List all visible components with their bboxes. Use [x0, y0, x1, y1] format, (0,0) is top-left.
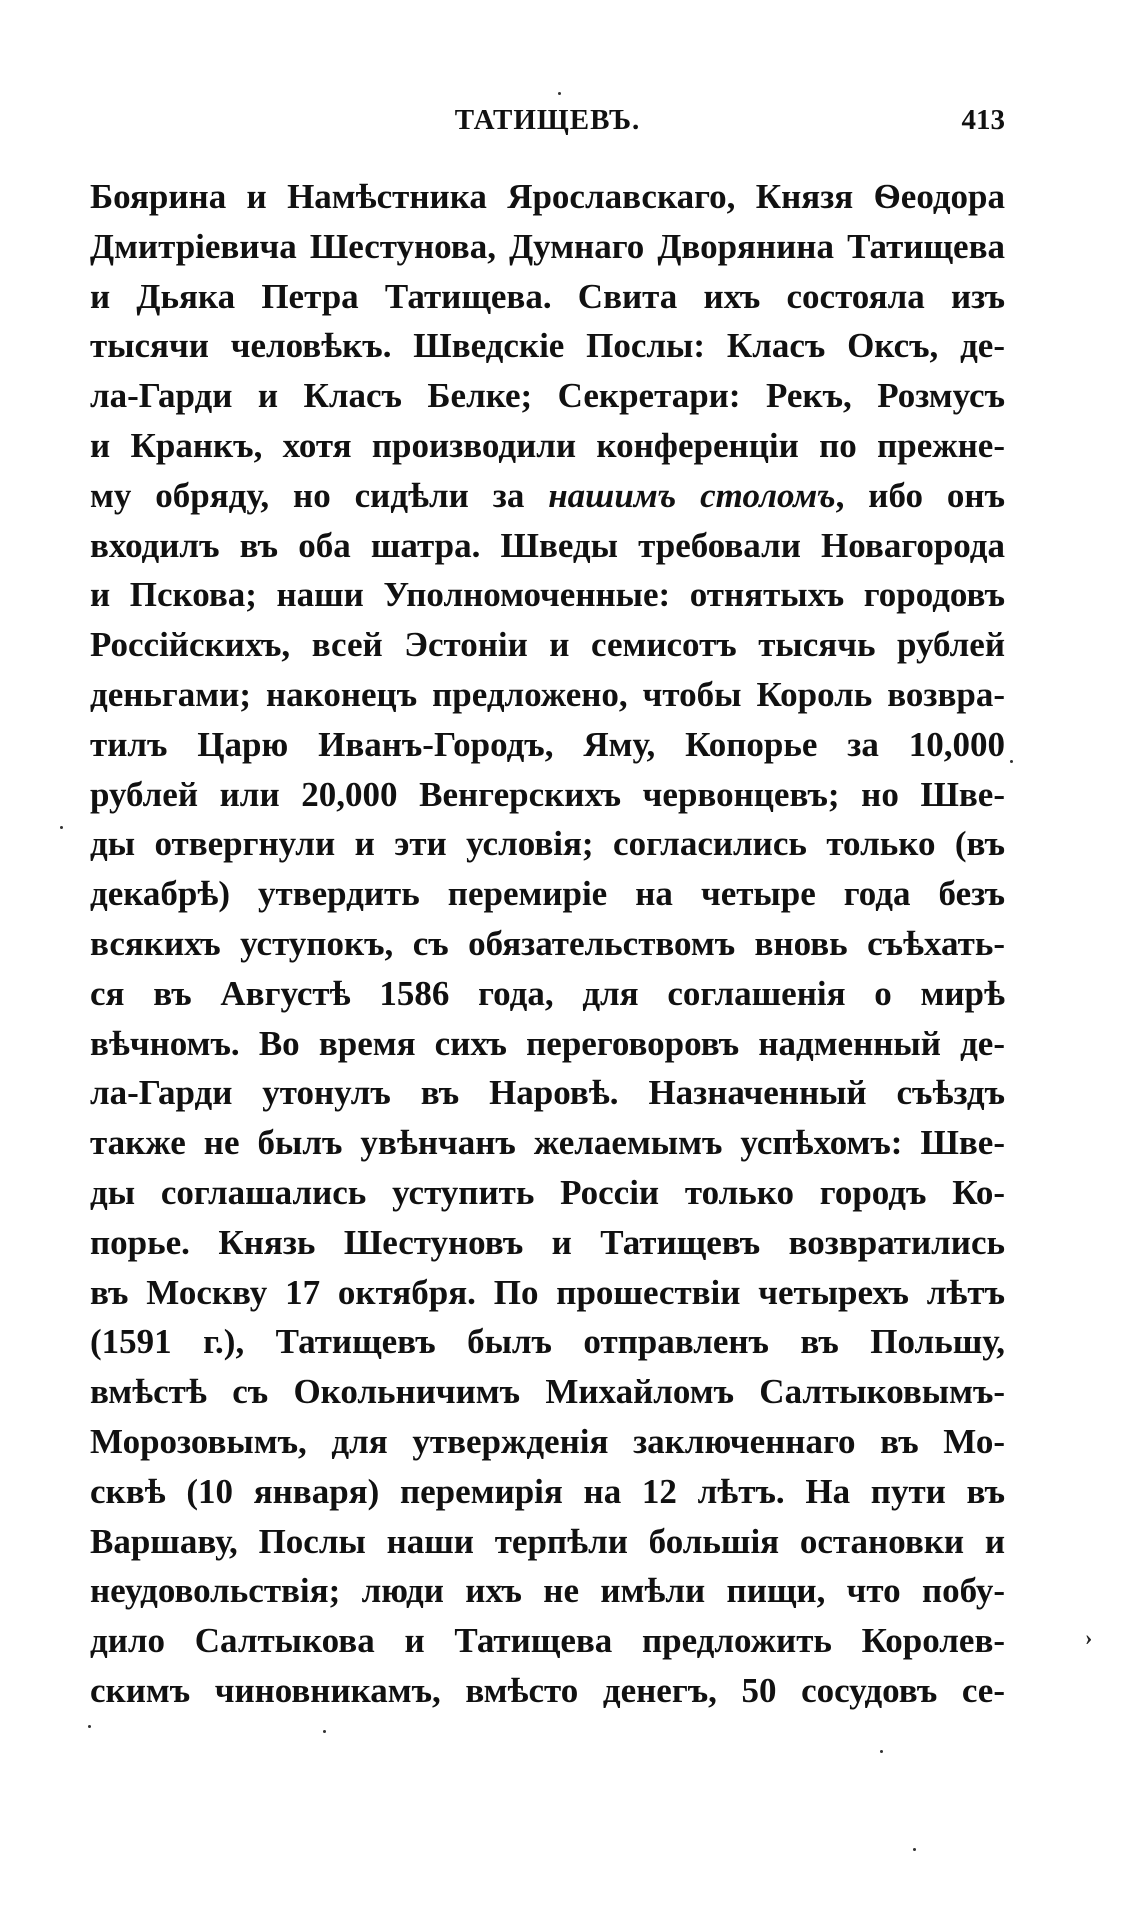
text-line: ла-Гарди и Класъ Белке; Секретари: Рекъ, Розмусъ — [90, 376, 1005, 416]
scan-speck — [1010, 760, 1013, 763]
text-line: и Дьяка Петра Татищева. Свита ихъ состояла изъ — [90, 276, 1005, 316]
page-number: 413 — [961, 104, 1005, 136]
text-line: тилъ Царю Иванъ-Городъ, Яму, Копорье за 10,000 — [90, 724, 1005, 764]
scan-speck — [323, 1730, 326, 1733]
scan-speck — [913, 1848, 916, 1851]
text-line — [90, 471, 1005, 521]
text-line: порье. Князь Шестуновъ и Татищевъ возвратились — [90, 1222, 1005, 1262]
text-line: скимъ чиновникамъ, вмѣсто денегъ, 50 сосудовъ се- — [90, 1670, 1005, 1710]
text-line: Россійскихъ, всей Эстоніи и семисотъ тысячь рублей — [90, 625, 1005, 665]
text-line: Дмитріевича Шестунова, Думнаго Дворянина Татищева — [90, 226, 1005, 266]
text-line: тысячи человѣкъ. Шведскіе Послы: Класъ Оксъ, де- — [90, 326, 1005, 366]
text-segment: , ибо онъ — [835, 475, 1005, 515]
text-line: ды соглашались уступить Россіи только городъ Ко- — [90, 1172, 1005, 1212]
text-line: вѣчномъ. Во время сихъ переговоровъ надменный де- — [90, 1023, 1005, 1063]
running-title: ТАТИЩЕВЪ. — [454, 104, 641, 136]
text-line: въ Москву 17 октября. По прошествіи четырехъ лѣтъ — [90, 1272, 1005, 1312]
page-header — [90, 100, 1005, 140]
scan-speck — [558, 92, 561, 95]
text-line: рублей или 20,000 Венгерскихъ червонцевъ; но Шве- — [90, 774, 1005, 814]
text-line: Боярина и Намѣстника Ярославскаго, Князя Ѳеодора — [90, 177, 1005, 216]
text-line: входилъ въ оба шатра. Шведы требовали Новагорода — [90, 525, 1005, 565]
margin-mark: › — [1085, 1625, 1093, 1650]
scan-speck — [60, 826, 63, 829]
text-line: деньгами; наконецъ предложено, чтобы Король возвра- — [90, 674, 1005, 714]
text-line: ла-Гарди утонулъ въ Наровѣ. Назначенный съѣздъ — [90, 1073, 1005, 1113]
text-line: ды отвергнули и эти условія; согласились только (въ — [90, 824, 1005, 864]
text-segment: му обряду, но сидѣли за — [90, 475, 549, 515]
scan-speck — [88, 1725, 91, 1728]
emphasized-text: нашимъ столомъ — [548, 475, 836, 515]
text-line: неудовольствія; люди ихъ не имѣли пищи, что побу- — [90, 1571, 1005, 1611]
body-text — [90, 172, 1005, 1716]
text-line: декабрѣ) утвердить перемиріе на четыре года безъ — [90, 874, 1005, 914]
text-line: и Кранкъ, хотя производили конференціи по прежне- — [90, 425, 1005, 465]
text-line: (1591 г.), Татищевъ былъ отправленъ въ Польшу, — [90, 1322, 1005, 1362]
text-line: также не былъ увѣнчанъ желаемымъ успѣхомъ: Шве- — [90, 1123, 1005, 1163]
text-line: и Пскова; наши Уполномоченные: отнятыхъ городовъ — [90, 575, 1005, 615]
text-line: сквѣ (10 января) перемирія на 12 лѣтъ. На пути въ — [90, 1471, 1005, 1511]
text-line: дило Салтыкова и Татищева предложить Королев- — [90, 1621, 1005, 1661]
text-line: всякихъ уступокъ, съ обязательствомъ вновь съѣхать- — [90, 923, 1005, 963]
text-line: Морозовымъ, для утвержденія заключеннаго въ Мо- — [90, 1421, 1005, 1461]
text-line: ся въ Августѣ 1586 года, для соглашенія о мирѣ — [90, 973, 1005, 1013]
scan-speck — [880, 1750, 883, 1753]
text-line: Варшаву, Послы наши терпѣли большія остановки и — [90, 1521, 1005, 1561]
text-line: вмѣстѣ съ Окольничимъ Михайломъ Салтыковымъ- — [90, 1372, 1005, 1412]
